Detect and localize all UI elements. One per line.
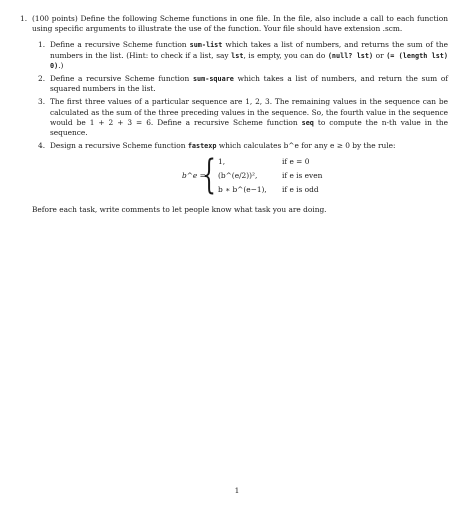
task-text-segment: which calculates b^e for any e ≥ 0 by the rule:: [216, 141, 396, 151]
rule-case-expr: (b^(e/2))²,: [218, 171, 258, 181]
closing-instruction: Before each task, write comments to let people know what task you are doing.: [32, 205, 327, 215]
code-snippet: sum-list: [189, 41, 223, 50]
task-text: [50, 40, 448, 69]
task-text-segment: to compute the n-th value in the sequence.: [50, 117, 448, 138]
task-text: [50, 97, 448, 137]
code-snippet: seq: [301, 118, 314, 127]
rule-case-cond: if e is odd: [282, 185, 319, 195]
task-item: [38, 74, 449, 94]
code-snippet: sum-square: [192, 75, 234, 84]
code-snippet: (= (length lst) 0): [50, 51, 448, 70]
rule-case-expr: 1,: [218, 157, 226, 167]
problem-number: 1.: [20, 14, 28, 23]
code-snippet: (null? lst): [327, 51, 374, 60]
task-number: 1.: [38, 40, 46, 50]
task-text-segment: , is empty, you can do: [243, 50, 328, 60]
task-text-segment: .): [58, 60, 64, 70]
rule-case-cond: if e = 0: [282, 157, 310, 167]
page-number: 1: [234, 486, 240, 495]
problem-intro: (100 points) Define the following Scheme functions in one file. In the file, also include a call to each function using specific arguments to illustrate the use of the function. Your file should have extension .scm.: [32, 14, 448, 34]
task-text-segment: or: [373, 50, 387, 60]
rule-case-cond: if e is even: [282, 171, 323, 181]
task-list: [38, 40, 449, 199]
problem-1: [20, 14, 448, 216]
task-number: 3.: [38, 97, 46, 107]
task-text-segment: which takes a list of numbers, and return the sum of squared numbers in the list.: [50, 74, 449, 94]
task-text-segment: which takes a list of numbers, and returns the sum of the numbers in the list. (Hint: to check if a list, say: [50, 40, 448, 60]
rule-case-expr: b ∗ b^(e−1),: [218, 185, 267, 195]
task-number: 4.: [38, 141, 46, 151]
task-text: [50, 141, 396, 150]
task-text-segment: Design a recursive Scheme function: [50, 141, 188, 151]
task-item: [38, 97, 448, 138]
rule-lhs: b^e =: [182, 171, 206, 181]
task-text-segment: Define a recursive Scheme function: [50, 74, 193, 84]
task-number: 2.: [38, 74, 46, 84]
code-snippet: lst: [231, 51, 244, 60]
task-text-segment: Define a recursive Scheme function: [50, 40, 190, 50]
piecewise-rule: [50, 152, 448, 199]
task-item: [38, 141, 448, 151]
task-text-segment: The first three values of a particular sequence are 1, 2, 3. The remaining values in the sequence can be calculated as the sum of the three preceding values in the sequence. So, the fourth value in the sequence would be 1 + 2 + 3 = 6. Define a recursive Scheme function: [50, 97, 448, 127]
left-brace-icon: {: [202, 152, 216, 199]
code-snippet: fastexp: [187, 142, 217, 151]
task-text: [50, 74, 448, 93]
task-item: [38, 40, 448, 71]
